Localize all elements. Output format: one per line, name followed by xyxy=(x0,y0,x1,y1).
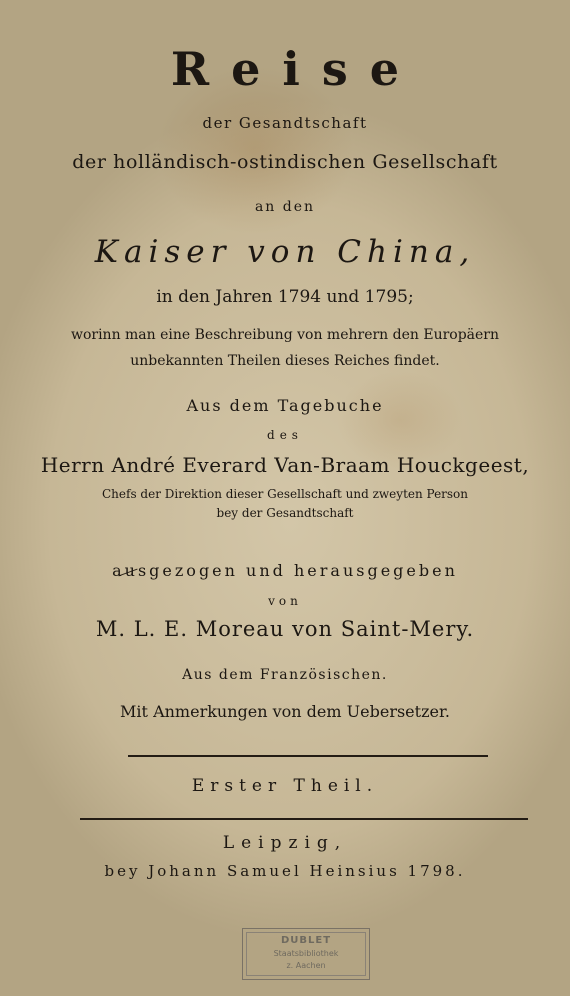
source-line: Aus dem Tagebuche xyxy=(186,396,384,415)
imprint-place: Leipzig, xyxy=(222,833,348,853)
des-line: des xyxy=(267,428,303,442)
subtitle-line-3: der holländisch-ostindischen Gesellschaft xyxy=(72,151,498,173)
author-role-1: Chefs der Direktion dieser Gesellschaft und zweyten Person xyxy=(101,487,469,501)
divider-rule-bottom xyxy=(80,818,528,820)
subtitle-line-8: unbekannten Theilen dieses Reiches findet. xyxy=(130,353,440,369)
stamp-line-3: z. Aachen xyxy=(286,961,326,970)
library-stamp xyxy=(242,928,370,980)
stamp-line-1: DUBLET xyxy=(280,935,332,946)
subtitle-line-4: an den xyxy=(254,199,316,215)
edited-line: ausgezogen und herausgegeben xyxy=(112,561,458,580)
divider-rule-top xyxy=(128,755,488,757)
subtitle-line-5: Kaiser von China, xyxy=(94,234,476,270)
subtitle-line-6: in den Jahren 1794 und 1795; xyxy=(156,287,414,307)
translation-line: Aus dem Französischen. xyxy=(182,667,388,683)
notes-line: Mit Anmerkungen von dem Uebersetzer. xyxy=(120,702,450,721)
volume-label: Erster Theil. xyxy=(191,776,379,796)
imprint-publisher: bey Johann Samuel Heinsius 1798. xyxy=(104,862,466,880)
von-line: von xyxy=(268,594,302,608)
author-name: Herrn André Everard Van-Braam Houckgeest, xyxy=(40,453,530,477)
stamp-line-2: Staatsbibliothek xyxy=(273,949,339,958)
subtitle-line-2: der Gesandtschaft xyxy=(202,114,368,132)
author-role-2: bey der Gesandtschaft xyxy=(216,506,354,520)
book-title: Reise xyxy=(170,42,422,96)
editor-name: M. L. E. Moreau von Saint-Mery. xyxy=(95,617,475,641)
subtitle-line-7: worinn man eine Beschreibung von mehrern den Europäern xyxy=(70,327,500,343)
